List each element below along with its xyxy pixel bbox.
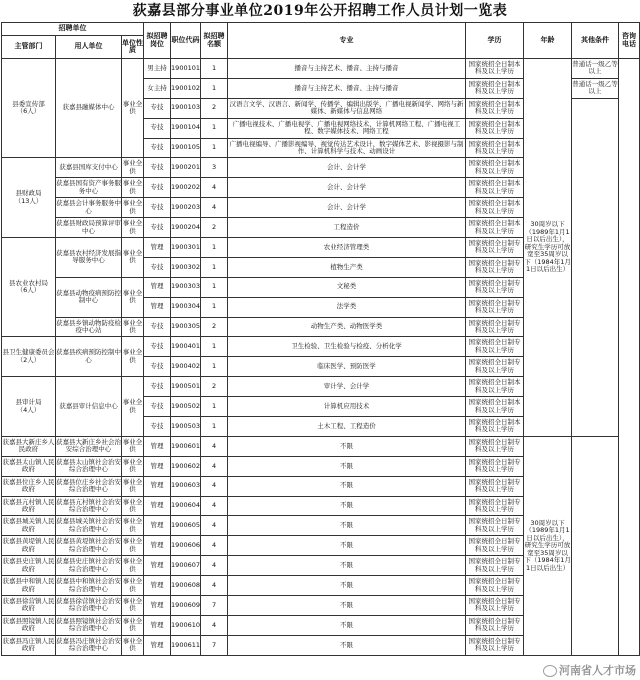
nature-cell: 事业全供 <box>122 596 144 616</box>
dept-cell: 获嘉县位庄乡人民政府 <box>2 476 56 496</box>
nature-cell: 事业全供 <box>122 317 144 337</box>
code-cell: 1900604 <box>171 496 201 516</box>
post-cell: 管理 <box>144 536 171 556</box>
code-cell: 1900301 <box>171 238 201 258</box>
code-cell: 1900502 <box>171 397 201 417</box>
post-cell: 专技 <box>144 198 171 218</box>
code-cell: 1900303 <box>171 277 201 297</box>
major-cell: 汉语言文学、汉语言、新闻学、传播学、编辑出版学、广播电视新闻学、网络与新媒体、新媒体与信息网络 <box>228 98 466 118</box>
count-cell: 1 <box>201 238 228 258</box>
code-cell: 1900401 <box>171 337 201 357</box>
count-cell: 1 <box>201 78 228 98</box>
edu-cell: 国家统招全日制本科及以上学历 <box>466 78 524 98</box>
dept-cell: 获嘉县城关镇人民政府 <box>2 516 56 536</box>
major-cell: 不限 <box>228 476 466 496</box>
major-cell: 植物生产类 <box>228 257 466 277</box>
header-age: 年龄 <box>524 23 572 59</box>
post-cell: 管理 <box>144 576 171 596</box>
dept-cell: 获嘉县徐营镇人民政府 <box>2 596 56 616</box>
unit-cell: 获嘉县照镜镇社会治安综合治理中心 <box>56 615 122 635</box>
nature-cell: 事业全供 <box>122 238 144 278</box>
nature-cell: 事业全供 <box>122 198 144 218</box>
recruitment-table <box>1 22 640 656</box>
code-cell: 1900605 <box>171 516 201 536</box>
code-cell: 1900202 <box>171 178 201 198</box>
major-cell: 会计、会计学 <box>228 198 466 218</box>
count-cell: 4 <box>201 476 228 496</box>
count-cell: 4 <box>201 556 228 576</box>
major-cell: 卫生检验、卫生检验与检疫、分析化学 <box>228 337 466 357</box>
unit-cell: 获嘉县城关镇社会治安综合治理中心 <box>56 516 122 536</box>
nature-cell: 事业全供 <box>122 456 144 476</box>
count-cell: 2 <box>201 98 228 118</box>
post-cell: 管理 <box>144 436 171 456</box>
header-post: 拟招聘岗位 <box>144 23 171 59</box>
post-cell: 专技 <box>144 417 171 437</box>
code-cell: 1900302 <box>171 257 201 277</box>
major-cell: 播音与主持艺术、播音、主持与播音 <box>228 78 466 98</box>
dept-cell: 获嘉县太山镇人民政府 <box>2 456 56 476</box>
dept-cell: 县审计局 （4人） <box>2 377 56 437</box>
unit-cell: 获嘉县史庄镇社会治安综合治理中心 <box>56 556 122 576</box>
post-cell: 专技 <box>144 138 171 158</box>
header-count: 拟招聘名额 <box>201 23 228 59</box>
major-cell: 广播电视技术、广播电视学、广播电视网络技术、计算机网络工程、广播电视工程、数字媒体技术、网络工程 <box>228 118 466 138</box>
major-cell: 播音与主持艺术、播音、主持与播音 <box>228 59 466 79</box>
nature-cell: 事业全供 <box>122 337 144 377</box>
watermark <box>543 662 636 678</box>
dept-cell: 获嘉县冯庄镇人民政府 <box>2 635 56 655</box>
major-cell: 计算机应用技术 <box>228 397 466 417</box>
edu-cell: 国家统招全日制专科及以上学历 <box>466 496 524 516</box>
code-cell: 1900501 <box>171 377 201 397</box>
major-cell: 会计、会计学 <box>228 178 466 198</box>
edu-cell: 国家统招全日制本科及以上学历 <box>466 417 524 437</box>
header-major: 专业 <box>228 23 466 59</box>
header-unit: 用人单位 <box>56 36 122 59</box>
nature-cell: 事业全供 <box>122 496 144 516</box>
edu-cell: 国家统招全日制专科及以上学历 <box>466 516 524 536</box>
major-cell: 不限 <box>228 635 466 655</box>
post-cell: 专技 <box>144 158 171 178</box>
unit-cell: 获嘉县疾病预防控制中心 <box>56 337 122 377</box>
edu-cell: 国家统招全日制本科及以上学历 <box>466 218 524 238</box>
unit-cell: 获嘉县国库支付中心 <box>56 158 122 178</box>
count-cell: 4 <box>201 456 228 476</box>
edu-cell: 国家统招全日制专科及以上学历 <box>466 556 524 576</box>
major-cell: 土木工程、工程造价 <box>228 417 466 437</box>
post-cell: 专技 <box>144 337 171 357</box>
post-cell: 管理 <box>144 516 171 536</box>
unit-cell: 获嘉县财政局预算评审中心 <box>56 218 122 238</box>
other-cell-empty <box>572 98 619 436</box>
header-dept: 主管部门 <box>2 36 56 59</box>
edu-cell: 国家统招全日制专科及以上学历 <box>466 536 524 556</box>
unit-cell: 获嘉县中和镇社会治安综合治理中心 <box>56 576 122 596</box>
unit-cell: 获嘉县太山镇社会治安综合治理中心 <box>56 456 122 476</box>
dept-cell: 县委宣传部 （6人） <box>2 59 56 158</box>
edu-cell: 国家统招全日制专科及以上学历 <box>466 297 524 317</box>
major-cell: 农业经济管理类 <box>228 238 466 258</box>
unit-cell: 获嘉县会计事务服务中心 <box>56 198 122 218</box>
major-cell: 不限 <box>228 436 466 456</box>
unit-cell: 获嘉县审计信息中心 <box>56 377 122 437</box>
code-cell: 1900601 <box>171 436 201 456</box>
major-cell: 不限 <box>228 456 466 476</box>
post-cell: 管理 <box>144 615 171 635</box>
edu-cell: 国家统招全日制专科及以上学历 <box>466 635 524 655</box>
code-cell: 1900606 <box>171 536 201 556</box>
header-edu: 学历 <box>466 23 524 59</box>
post-cell: 管理 <box>144 277 171 297</box>
major-cell: 临床医学、预防医学 <box>228 357 466 377</box>
post-cell: 男主持 <box>144 59 171 79</box>
unit-cell: 获嘉县冯庄镇社会治安综合治理中心 <box>56 635 122 655</box>
count-cell: 2 <box>201 218 228 238</box>
dept-cell: 县卫生健康委员会（2人） <box>2 337 56 377</box>
major-cell: 不限 <box>228 576 466 596</box>
edu-cell: 国家统招全日制本科及以上学历 <box>466 98 524 118</box>
dept-cell: 获嘉县黄堤镇人民政府 <box>2 536 56 556</box>
count-cell: 4 <box>201 576 228 596</box>
code-cell: 1900609 <box>171 596 201 616</box>
unit-cell: 获嘉县黄堤镇社会治安综合治理中心 <box>56 536 122 556</box>
code-cell: 1900607 <box>171 556 201 576</box>
nature-cell: 事业全供 <box>122 576 144 596</box>
nature-cell: 事业全供 <box>122 277 144 317</box>
dept-cell: 县农业农村局 （6人） <box>2 238 56 337</box>
unit-cell: 获嘉县位庄乡社会治安综合治理中心 <box>56 476 122 496</box>
unit-cell: 获嘉县农村经济发展指导服务中心 <box>56 238 122 278</box>
age-cell: 30周岁以下（1989年1月1日以后出生），研究生学历可放宽至35周岁以下（1984年1月1日以后出生） <box>524 59 572 437</box>
age-cell: 30周岁以下（1989年1月1日以后出生），研究生学历可放宽至35周岁以下（1984年1月1日以后出生） <box>524 436 572 655</box>
edu-cell: 国家统招全日制本科及以上学历 <box>466 397 524 417</box>
dept-cell: 获嘉县大新庄乡人民政府 <box>2 436 56 456</box>
count-cell: 1 <box>201 337 228 357</box>
header-phone: 咨询电话 <box>619 23 640 59</box>
post-cell: 专技 <box>144 257 171 277</box>
watermark-text: 河南省人才市场 <box>559 664 636 677</box>
count-cell: 4 <box>201 615 228 635</box>
major-cell: 审计学、会计学 <box>228 377 466 397</box>
edu-cell: 国家统招全日制专科及以上学历 <box>466 436 524 456</box>
code-cell: 1900608 <box>171 576 201 596</box>
count-cell: 1 <box>201 357 228 377</box>
weibo-icon <box>543 665 557 677</box>
post-cell: 专技 <box>144 178 171 198</box>
post-cell: 专技 <box>144 397 171 417</box>
edu-cell: 国家统招全日制专科及以上学历 <box>466 337 524 357</box>
edu-cell: 国家统招全日制专科及以上学历 <box>466 615 524 635</box>
count-cell: 4 <box>201 178 228 198</box>
dept-cell: 获嘉县亢村镇人民政府 <box>2 496 56 516</box>
post-cell: 女主持 <box>144 78 171 98</box>
major-cell: 文秘类 <box>228 277 466 297</box>
edu-cell: 国家统招全日制专科及以上学历 <box>466 456 524 476</box>
header-other: 其他条件 <box>572 23 619 59</box>
nature-cell: 事业全供 <box>122 476 144 496</box>
count-cell: 1 <box>201 59 228 79</box>
count-cell: 2 <box>201 377 228 397</box>
count-cell: 1 <box>201 417 228 437</box>
edu-cell: 国家统招全日制专科及以上学历 <box>466 277 524 297</box>
post-cell: 管理 <box>144 496 171 516</box>
unit-cell: 获嘉县融媒体中心 <box>56 59 122 158</box>
post-cell: 管理 <box>144 596 171 616</box>
other-cell-empty <box>572 436 619 655</box>
nature-cell: 事业全供 <box>122 158 144 178</box>
code-cell: 1900104 <box>171 118 201 138</box>
code-cell: 1900603 <box>171 476 201 496</box>
post-cell: 管理 <box>144 456 171 476</box>
other-cell: 普通话一级乙等以上 <box>572 78 619 98</box>
dept-cell: 获嘉县照镜镇人民政府 <box>2 615 56 635</box>
edu-cell: 国家统招全日制本科及以上学历 <box>466 118 524 138</box>
count-cell: 4 <box>201 496 228 516</box>
major-cell: 广播电视编导、广播影视编导、视觉传达艺术设计、数字媒体艺术、影视摄影与制作、计算机科学与技术、动画设计 <box>228 138 466 158</box>
code-cell: 1900611 <box>171 635 201 655</box>
post-cell: 专技 <box>144 218 171 238</box>
edu-cell: 国家统招全日制本科及以上学历 <box>466 59 524 79</box>
nature-cell: 事业全供 <box>122 218 144 238</box>
nature-cell: 事业全供 <box>122 516 144 536</box>
code-cell: 1900102 <box>171 78 201 98</box>
edu-cell: 国家统招全日制本科及以上学历 <box>466 198 524 218</box>
unit-cell: 获嘉县大新庄乡社会治安综合治理中心 <box>56 436 122 456</box>
header-unit-group: 招聘单位 <box>2 23 144 36</box>
edu-cell: 国家统招全日制本科及以上学历 <box>466 158 524 178</box>
post-cell: 专技 <box>144 377 171 397</box>
post-cell: 管理 <box>144 476 171 496</box>
edu-cell: 国家统招全日制本科及以上学历 <box>466 178 524 198</box>
count-cell: 1 <box>201 397 228 417</box>
unit-cell: 获嘉县动物疫病预防控制中心 <box>56 277 122 317</box>
nature-cell: 事业全供 <box>122 635 144 655</box>
major-cell: 不限 <box>228 615 466 635</box>
count-cell: 1 <box>201 118 228 138</box>
edu-cell: 国家统招全日制本科及以上学历 <box>466 138 524 158</box>
edu-cell: 国家统招全日制专科及以上学历 <box>466 257 524 277</box>
post-cell: 管理 <box>144 238 171 258</box>
edu-cell: 国家统招全日制专科及以上学历 <box>466 357 524 377</box>
count-cell: 1 <box>201 257 228 277</box>
count-cell: 7 <box>201 596 228 616</box>
unit-cell: 获嘉县徐营镇社会治安综合治理中心 <box>56 596 122 616</box>
nature-cell: 事业全供 <box>122 59 144 158</box>
code-cell: 1900602 <box>171 456 201 476</box>
post-cell: 管理 <box>144 297 171 317</box>
unit-cell: 获嘉县乡镇动物防疫检疫中心站 <box>56 317 122 337</box>
major-cell: 不限 <box>228 516 466 536</box>
nature-cell: 事业全供 <box>122 556 144 576</box>
header-nature: 单位性质 <box>122 36 144 59</box>
count-cell: 1 <box>201 138 228 158</box>
code-cell: 1900503 <box>171 417 201 437</box>
code-cell: 1900103 <box>171 98 201 118</box>
edu-cell: 国家统招全日制本科及以上学历 <box>466 377 524 397</box>
page-title: 荻嘉县部分事业单位2019年公开招聘工作人员计划一览表 <box>132 3 508 19</box>
nature-cell: 事业全供 <box>122 377 144 437</box>
edu-cell: 国家统招全日制专科及以上学历 <box>466 576 524 596</box>
nature-cell: 事业全供 <box>122 436 144 456</box>
major-cell: 不限 <box>228 556 466 576</box>
unit-cell: 获嘉县亢村镇社会治安综合治理中心 <box>56 496 122 516</box>
edu-cell: 国家统招全日制专科及以上学历 <box>466 317 524 337</box>
post-cell: 专技 <box>144 118 171 138</box>
post-cell: 专技 <box>144 317 171 337</box>
count-cell: 4 <box>201 436 228 456</box>
count-cell: 3 <box>201 158 228 178</box>
code-cell: 1900105 <box>171 138 201 158</box>
nature-cell: 事业全供 <box>122 615 144 635</box>
code-cell: 1900305 <box>171 317 201 337</box>
major-cell: 工程造价 <box>228 218 466 238</box>
major-cell: 会计、会计学 <box>228 158 466 178</box>
edu-cell: 国家统招全日制专科及以上学历 <box>466 476 524 496</box>
unit-cell: 获嘉县国有资产事务服务中心 <box>56 178 122 198</box>
dept-cell: 获嘉县中和镇人民政府 <box>2 576 56 596</box>
dept-cell: 获嘉县史庄镇人民政府 <box>2 556 56 576</box>
dept-cell: 县财政局 （13人） <box>2 158 56 238</box>
major-cell: 不限 <box>228 496 466 516</box>
post-cell: 管理 <box>144 556 171 576</box>
count-cell: 2 <box>201 317 228 337</box>
edu-cell: 国家统招全日制专科及以上学历 <box>466 238 524 258</box>
major-cell: 法学类 <box>228 297 466 317</box>
nature-cell: 事业全供 <box>122 178 144 198</box>
edu-cell: 国家统招全日制专科及以上学历 <box>466 596 524 616</box>
code-cell: 1900201 <box>171 158 201 178</box>
code-cell: 1900402 <box>171 357 201 377</box>
count-cell: 1 <box>201 277 228 297</box>
post-cell: 管理 <box>144 635 171 655</box>
phone-cell <box>619 59 640 656</box>
code-cell: 1900610 <box>171 615 201 635</box>
major-cell: 动物生产类、动物医学类 <box>228 317 466 337</box>
header-code: 职位代码 <box>171 23 201 59</box>
count-cell: 4 <box>201 516 228 536</box>
count-cell: 7 <box>201 635 228 655</box>
code-cell: 1900204 <box>171 218 201 238</box>
code-cell: 1900203 <box>171 198 201 218</box>
major-cell: 不限 <box>228 596 466 616</box>
major-cell: 不限 <box>228 536 466 556</box>
code-cell: 1900101 <box>171 59 201 79</box>
other-cell: 普通话一级乙等以上 <box>572 59 619 79</box>
post-cell: 专技 <box>144 357 171 377</box>
post-cell: 专技 <box>144 98 171 118</box>
count-cell: 4 <box>201 536 228 556</box>
count-cell: 1 <box>201 297 228 317</box>
code-cell: 1900304 <box>171 297 201 317</box>
nature-cell: 事业全供 <box>122 536 144 556</box>
count-cell: 4 <box>201 198 228 218</box>
